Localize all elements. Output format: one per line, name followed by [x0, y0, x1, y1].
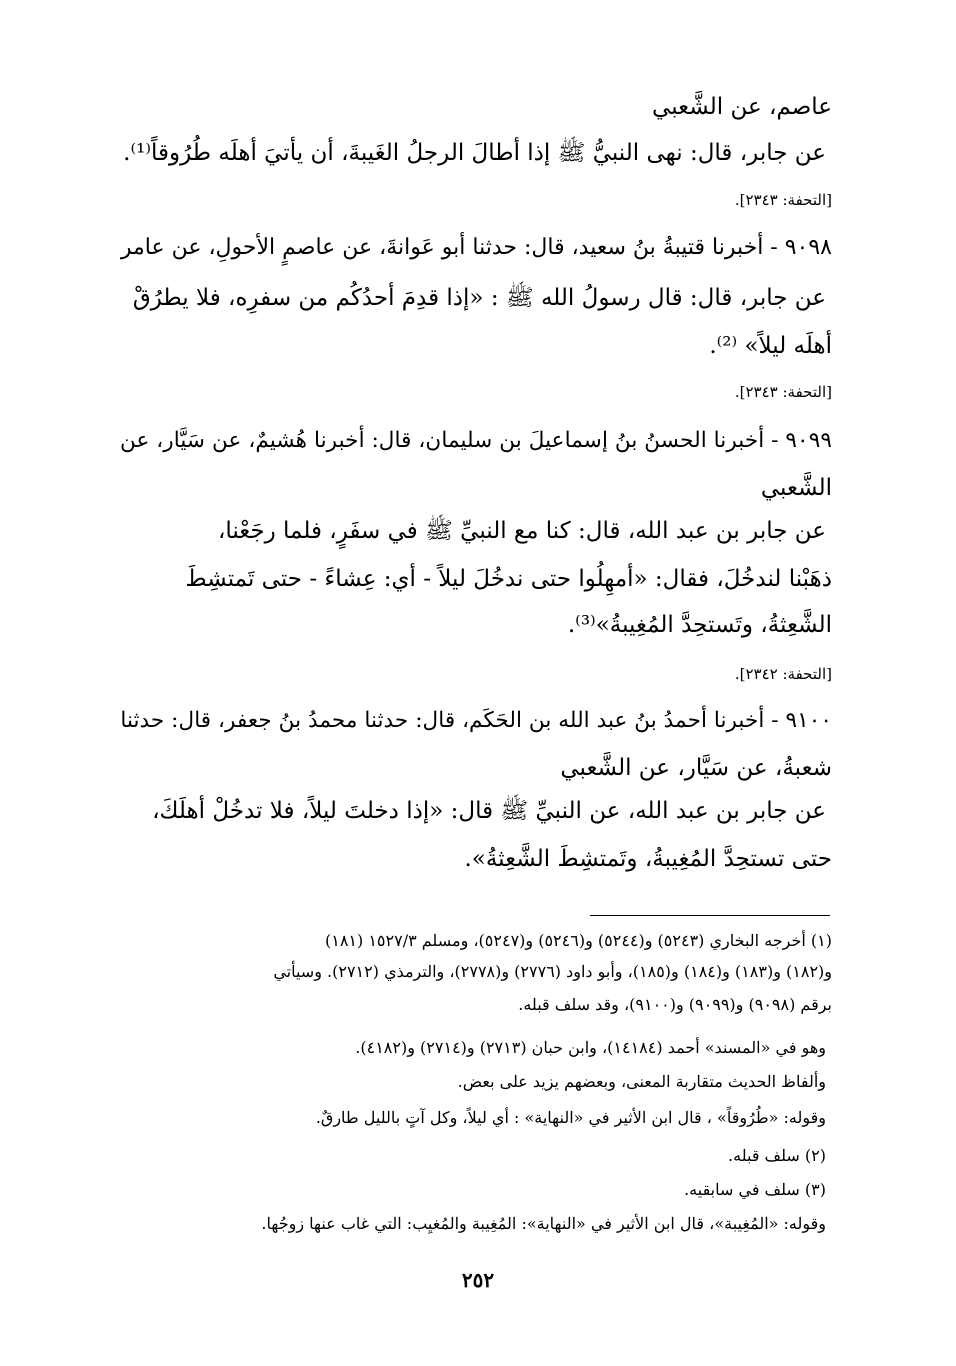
footnote-line: (٣) سلف في سابقيه.	[684, 1180, 826, 1199]
footnote-line: وقوله: «طُرُوقاً» ، قال ابن الأثير في «النهاية» : أي ليلاً، وكل آتٍ بالليل طارقٌ.	[315, 1108, 826, 1127]
text-line: أهلَه ليلاً» ⁽²⁾.	[709, 333, 832, 359]
hadith-9099-heading: ٩٠٩٩ - أخبرنا الحسنُ بنُ إسماعيلَ بن سليمان، قال: أخبرنا هُشيمٌ، عن سَيَّار، عن	[119, 428, 832, 453]
footnote-line: (١) أخرجه البخاري (٥٢٤٣) و(٥٢٤٤) و(٥٢٤٦) و(٥٢٤٧)، ومسلم ١٥٢٧/٣ (١٨١)	[324, 931, 832, 950]
footnote-line: وهو في «المسند» أحمد (١٤١٨٤)، وابن حبان (٢٧١٣) و(٢٧١٤) و(٤١٨٢).	[355, 1038, 826, 1057]
text-line: عاصم، عن الشَّعبي	[652, 94, 832, 120]
text-line: الشَّعِثةُ، وتَستحِدَّ المُغِيبةُ»⁽³⁾.	[567, 612, 832, 638]
footnote-line: وألفاظ الحديث متقاربة المعنى، وبعضهم يزيد على بعض.	[457, 1072, 826, 1091]
text-line: عن جابر، قال: قال رسولُ الله ﷺ : «إذا قدِمَ أحدُكُم من سفرِه، فلا يطرُقْ	[132, 285, 826, 311]
hadith-9100-heading: ٩١٠٠ - أخبرنا أحمدُ بنُ عبد الله بن الحَكَم، قال: حدثنا محمدُ بنُ جعفر، قال: حدثنا	[120, 708, 832, 733]
tuhfa-reference: [التحفة: ٢٣٤٢].	[734, 665, 832, 683]
text-line: الشَّعبي	[760, 475, 832, 501]
tuhfa-reference: [التحفة: ٢٣٤٣].	[734, 383, 832, 401]
text-line: عن جابر، قال: نهى النبيُّ ﷺ إذا أطالَ الرجلُ الغَيبةَ، أن يأتيَ أهلَه طُرُوقاً⁽¹⁾.	[123, 140, 826, 166]
hadith-9098-heading: ٩٠٩٨ - أخبرنا قتيبةُ بنُ سعيد، قال: حدثنا أبو عَوانةَ، عن عاصمٍ الأحولِ، عن عامر	[120, 235, 832, 260]
tuhfa-reference: [التحفة: ٢٣٤٣].	[734, 191, 832, 209]
footnote-line: برقم (٩٠٩٨) و(٩٠٩٩) و(٩١٠٠)، وقد سلف قبله.	[518, 995, 832, 1014]
page-number: ٢٥٢	[461, 1268, 495, 1292]
footnote-line: وقوله: «المُغِيبة»، قال ابن الأثير في «النهاية»: المُغِيبة والمُغيِب: التي غاب عنها زوجُها.	[261, 1214, 826, 1233]
text-line: شعبةُ، عن سَيَّار، عن الشَّعبي	[560, 755, 832, 781]
text-line: عن جابر بن عبد الله، قال: كنا مع النبيِّ ﷺ في سفَرٍ، فلما رجَعْنا،	[217, 518, 826, 544]
footnote-line: (٢) سلف قبله.	[728, 1146, 826, 1165]
footnote-divider	[590, 915, 830, 916]
text-line: عن جابر بن عبد الله، عن النبيِّ ﷺ قال: «إذا دخلتَ ليلاً، فلا تدخُلْ أهلَكَ،	[152, 798, 826, 824]
footnote-line: و(١٨٢) و(١٨٣) و(١٨٤) و(١٨٥)، وأبو داود (٢٧٧٦) و(٢٧٧٨)، والترمذي (٢٧١٢). وسيأتي	[273, 962, 832, 981]
text-line: حتى تستحِدَّ المُغِيبةُ، وتَمتشِطَ الشَّعِثةُ».	[464, 846, 832, 872]
text-line: ذهَبْنا لندخُلَ، فقال: «أمهِلُوا حتى ندخُلَ ليلاً - أي: عِشاءً - حتى تَمتشِطَ	[185, 566, 832, 592]
